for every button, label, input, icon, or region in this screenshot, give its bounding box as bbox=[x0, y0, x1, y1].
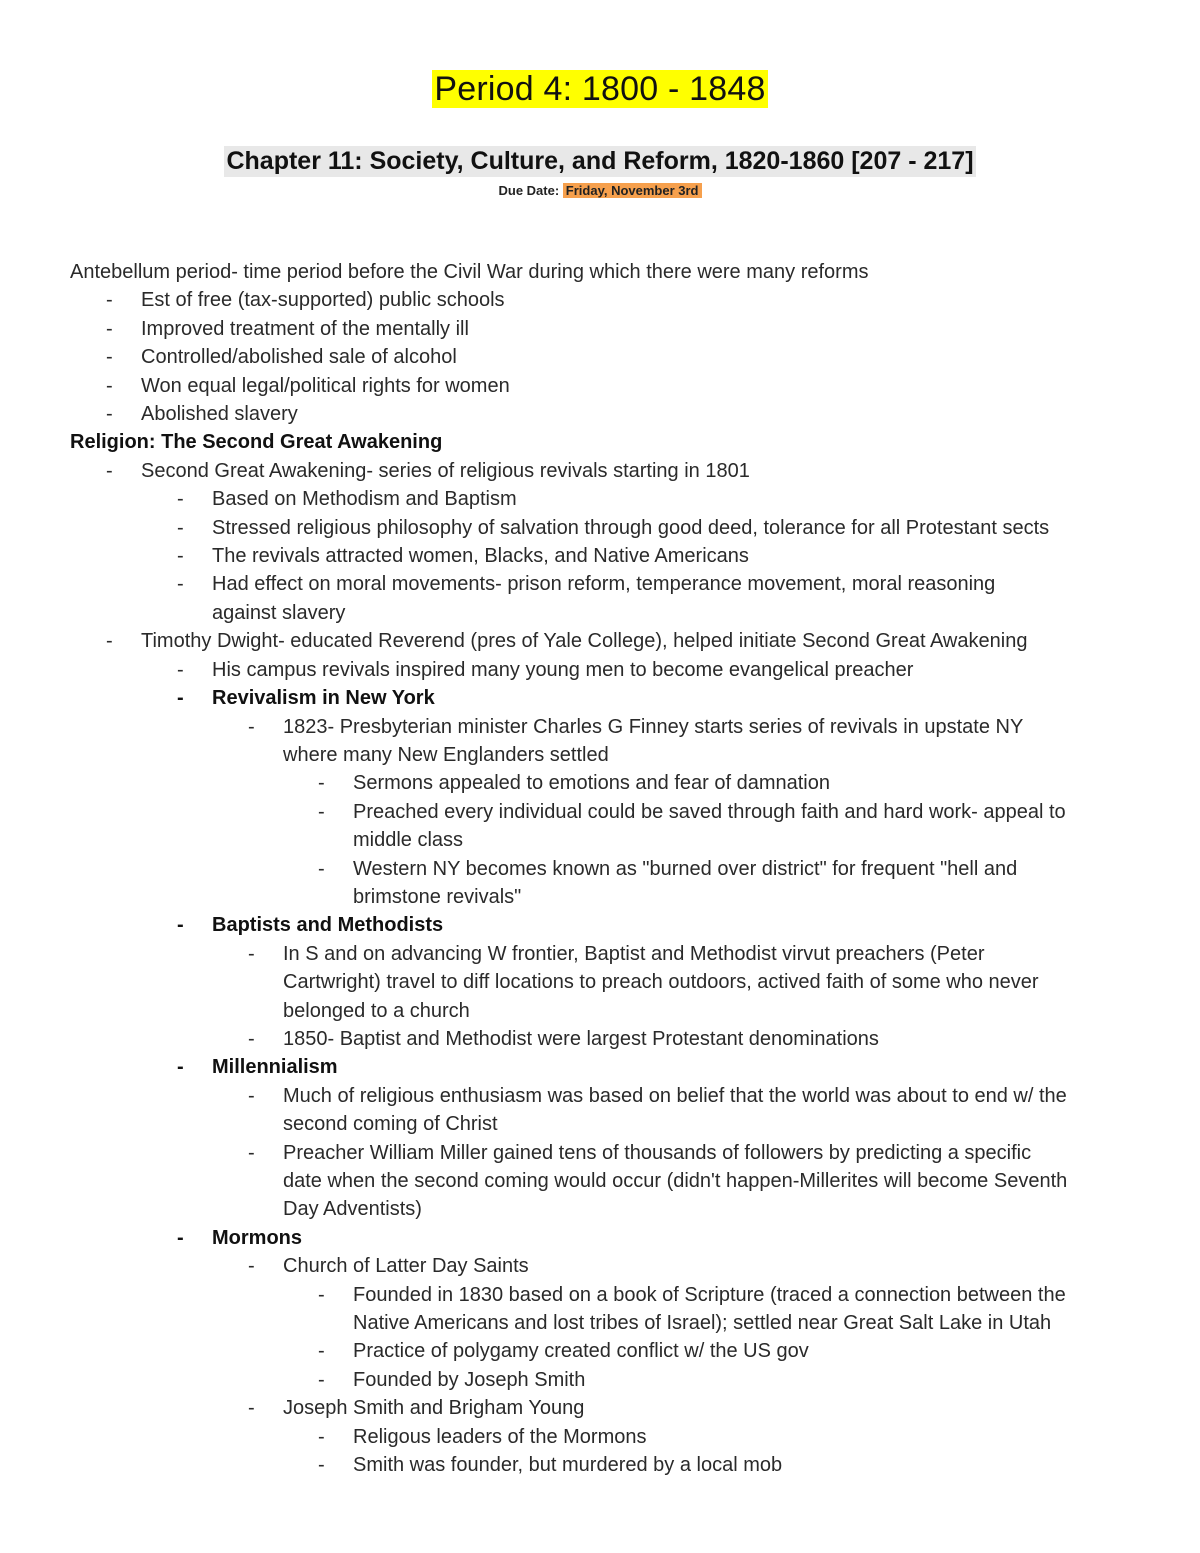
notes-body bbox=[0, 258, 1200, 1479]
list-item: - Founded in 1830 based on a book of Scripture (traced a connection between the bbox=[318, 1283, 1066, 1306]
list-item: - In S and on advancing W frontier, Baptist and Methodist virvut preachers (Peter bbox=[248, 942, 985, 965]
list-item-continued: Cartwright) travel to diff locations to preach outdoors, actived faith of some who never bbox=[283, 971, 1039, 994]
subheading-revivalism: - Revivalism in New York bbox=[177, 687, 435, 710]
list-item: - 1850- Baptist and Methodist were largest Protestant denominations bbox=[248, 1027, 879, 1050]
note-intro: Antebellum period- time period before the Civil War during which there were many reforms bbox=[70, 261, 869, 283]
section-heading-religion: Religion: The Second Great Awakening bbox=[70, 431, 443, 454]
list-item: - Won equal legal/political rights for women bbox=[106, 374, 510, 397]
list-item: - Controlled/abolished sale of alcohol bbox=[106, 346, 457, 369]
list-item: - Practice of polygamy created conflict w/ the US gov bbox=[318, 1340, 809, 1363]
list-item: - Western NY becomes known as "burned over district" for frequent "hell and bbox=[318, 857, 1018, 880]
subheading-mormons: - Mormons bbox=[177, 1226, 302, 1249]
chapter-title-row bbox=[0, 146, 1200, 177]
list-item-continued: second coming of Christ bbox=[283, 1113, 498, 1136]
list-item: - Much of religious enthusiasm was based on belief that the world was about to end w/ the bbox=[248, 1084, 1067, 1107]
list-item: - The revivals attracted women, Blacks, and Native Americans bbox=[177, 545, 749, 568]
subheading-millennialism: - Millennialism bbox=[177, 1056, 338, 1079]
list-item-continued: where many New Englanders settled bbox=[283, 743, 609, 766]
list-item: - Improved treatment of the mentally ill bbox=[106, 317, 469, 340]
list-item-continued: belonged to a church bbox=[283, 999, 470, 1022]
list-item-continued: Native Americans and lost tribes of Israel); settled near Great Salt Lake in Utah bbox=[353, 1312, 1052, 1335]
list-item: - Church of Latter Day Saints bbox=[248, 1255, 529, 1278]
list-item-continued: against slavery bbox=[212, 601, 346, 624]
list-item: - Had effect on moral movements- prison reform, temperance movement, moral reasoning bbox=[177, 573, 996, 596]
list-item: - Second Great Awakening- series of religious revivals starting in 1801 bbox=[106, 459, 750, 482]
list-item: - Religous leaders of the Mormons bbox=[318, 1425, 647, 1448]
list-item: - Timothy Dwight- educated Reverend (pres of Yale College), helped initiate Second Great Awakening bbox=[106, 630, 1028, 653]
period-title: Period 4: 1800 - 1848 bbox=[434, 70, 766, 108]
due-date-value: Friday, November 3rd bbox=[563, 183, 702, 198]
list-item-continued: Day Adventists) bbox=[283, 1198, 422, 1221]
list-item: - Based on Methodism and Baptism bbox=[177, 488, 517, 511]
list-item-continued: date when the second coming would occur (didn't happen-Millerites will become Seventh bbox=[283, 1170, 1068, 1192]
list-item: - Joseph Smith and Brigham Young bbox=[248, 1397, 585, 1420]
list-item: - Abolished slavery bbox=[106, 403, 298, 426]
period-title-row bbox=[0, 70, 1200, 108]
list-item: - Preached every individual could be saved through faith and hard work- appeal to bbox=[318, 800, 1066, 823]
list-item: - 1823- Presbyterian minister Charles G Finney starts series of revivals in upstate NY bbox=[248, 715, 1024, 738]
subheading-baptists-methodists: - Baptists and Methodists bbox=[177, 914, 444, 937]
list-item-continued: brimstone revivals" bbox=[353, 885, 522, 908]
list-item: - Est of free (tax-supported) public schools bbox=[106, 289, 505, 312]
list-item-continued: middle class bbox=[353, 829, 464, 852]
chapter-title: Chapter 11: Society, Culture, and Reform, 1820-1860 [207 - 217] bbox=[226, 147, 974, 175]
list-item: - Preacher William Miller gained tens of thousands of followers by predicting a specific bbox=[248, 1141, 1032, 1164]
list-item: - Stressed religious philosophy of salvation through good deed, tolerance for all Protestant sects bbox=[177, 516, 1050, 539]
list-item: - Founded by Joseph Smith bbox=[318, 1368, 586, 1391]
list-item: - Smith was founder, but murdered by a local mob bbox=[318, 1454, 783, 1477]
due-date-row bbox=[0, 182, 1200, 200]
list-item: - Sermons appealed to emotions and fear of damnation bbox=[318, 772, 830, 795]
list-item: - His campus revivals inspired many young men to become evangelical preacher bbox=[177, 658, 914, 681]
due-date-label: Due Date: bbox=[498, 183, 560, 198]
